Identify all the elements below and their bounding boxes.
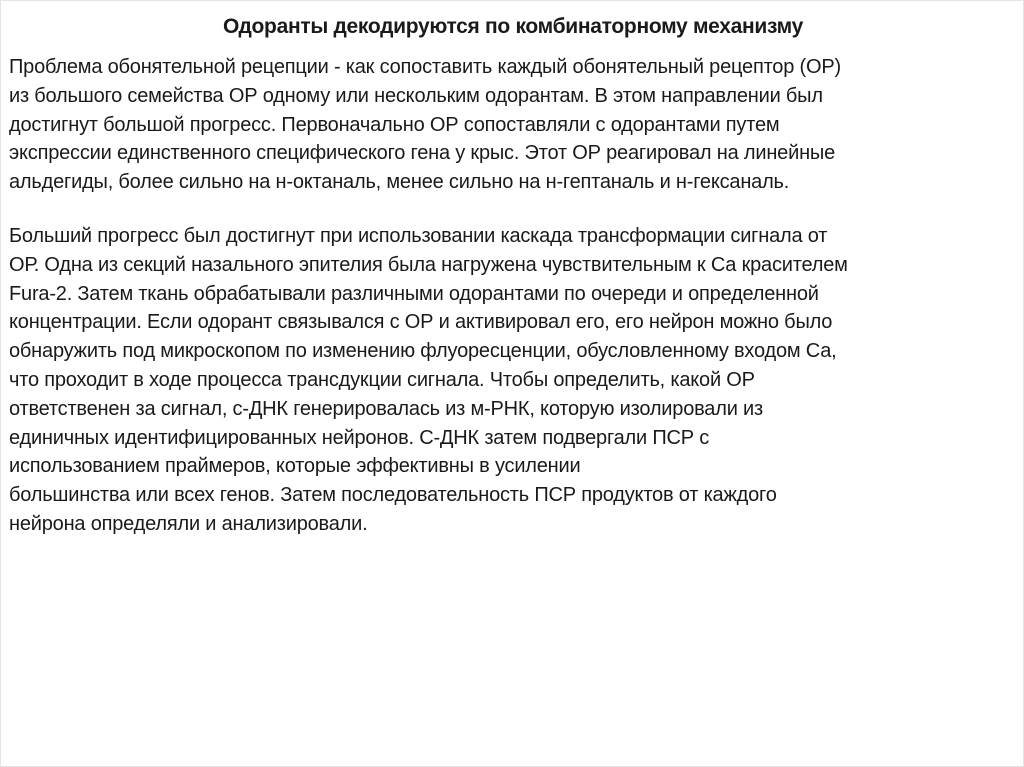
text-line: Fura-2. Затем ткань обрабатывали различными одорантами по очереди и определенной — [9, 282, 819, 305]
text-line: достигнут большой прогресс. Первоначально ОР сопоставляли с одорантами путем — [9, 113, 780, 136]
paragraph-1 — [9, 53, 841, 197]
text-line: использованием праймеров, которые эффективны в усилении — [9, 455, 581, 478]
text-line: ОР. Одна из секций назального эпителия была нагружена чувствительным к Са красителем — [9, 253, 848, 276]
paragraph-2 — [9, 222, 848, 539]
text-line: альдегиды, более сильно на н-октаналь, менее сильно на н-гептаналь и н-гексаналь. — [9, 171, 790, 194]
text-line: из большого семейства ОР одному или нескольким одорантам. В этом направлении был — [9, 84, 823, 107]
text-line: ответственен за сигнал, с-ДНК генерировалась из м-РНК, которую изолировали из — [9, 397, 763, 420]
text-line: единичных идентифицированных нейронов. С-ДНК затем подвергали ПСР с — [9, 426, 710, 449]
text-line: Больший прогресс был достигнут при использовании каскада трансформации сигнала от — [9, 225, 828, 247]
text-line: Проблема обонятельной рецепции - как сопоставить каждый обонятельный рецептор (ОР) — [9, 56, 841, 78]
text-line: большинства или всех генов. Затем последовательность ПСР продуктов от каждого — [9, 484, 777, 507]
text-line: экспрессии единственного специфического гена у крыс. Этот ОР реагировал на линейные — [9, 142, 836, 165]
text-line: что проходит в ходе процесса трансдукции сигнала. Чтобы определить, какой ОР — [9, 368, 755, 391]
slide-title: Одоранты декодируются по комбинаторному механизму — [222, 15, 803, 38]
text-line: обнаружить под микроскопом по изменению флуоресценции, обусловленному входом Са, — [9, 340, 837, 363]
text-line: нейрона определяли и анализировали. — [9, 512, 368, 535]
text-line: концентрации. Если одорант связывался с ОР и активировал его, его нейрон можно было — [9, 311, 833, 334]
